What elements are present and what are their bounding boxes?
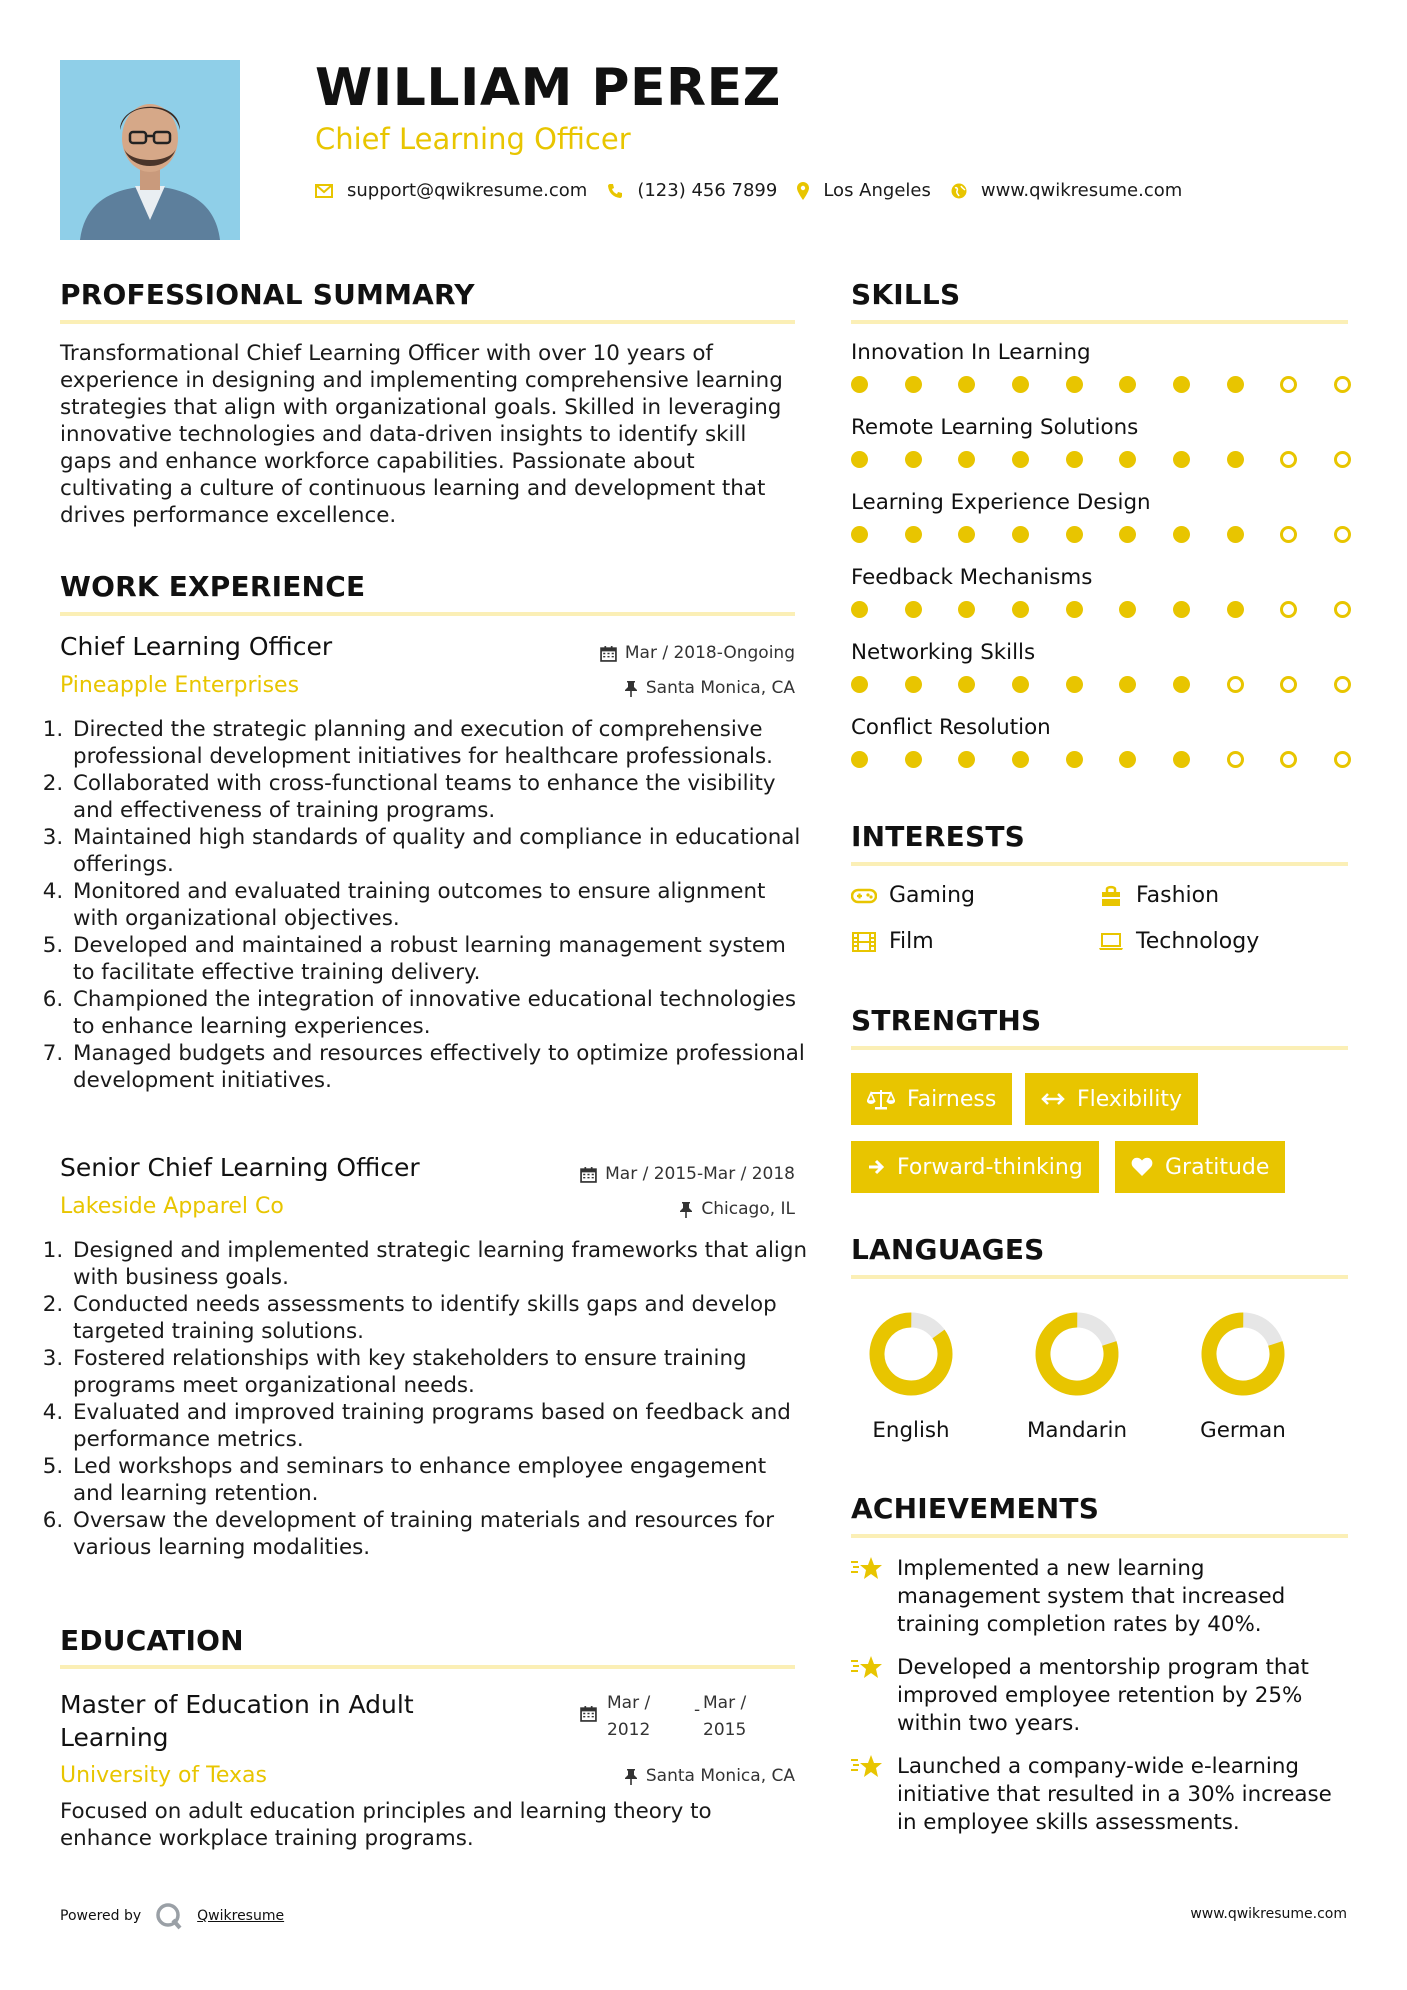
skills-list	[851, 340, 1351, 790]
duty-item: 4. Evaluated and improved training programs based on feedback and performance metrics.	[70, 1399, 812, 1453]
strength-tag	[851, 1073, 1012, 1125]
rating-dot-filled	[1227, 451, 1244, 468]
pushpin-icon	[624, 680, 638, 697]
contact-website[interactable]: www.qwikresume.com	[980, 180, 1183, 201]
rating-dot-filled	[905, 676, 922, 693]
skill-item	[851, 340, 1351, 415]
job-dates-text: Mar / 2018-Ongoing	[624, 643, 795, 663]
pushpin-icon	[679, 1201, 693, 1218]
edu-start-date	[607, 1690, 650, 1744]
language-ring	[1173, 1310, 1313, 1398]
language-ring-fill	[1034, 1311, 1120, 1397]
rating-dot-filled	[1012, 751, 1029, 768]
edu-end-date	[703, 1690, 746, 1744]
interest-item	[1098, 929, 1259, 954]
section-divider	[851, 862, 1348, 866]
job-location-text: Santa Monica, CA	[645, 678, 795, 698]
interest-label: Technology	[1136, 929, 1260, 954]
achievement-item	[851, 1753, 1351, 1837]
skill-rating	[851, 601, 1351, 618]
rating-dot-empty	[1280, 376, 1297, 393]
star-icon	[851, 1654, 885, 1682]
footer-website[interactable]: www.qwikresume.com	[1190, 1906, 1347, 1922]
envelope-icon	[315, 184, 333, 198]
rating-dot-filled	[1173, 526, 1190, 543]
skill-rating	[851, 526, 1351, 543]
brand-link[interactable]: Qwikresume	[197, 1908, 285, 1924]
rating-dot-filled	[905, 526, 922, 543]
rating-dot-filled	[1119, 376, 1136, 393]
profile-photo	[60, 60, 240, 240]
rating-dot-filled	[1227, 601, 1244, 618]
edu-location-text: Santa Monica, CA	[645, 1766, 795, 1786]
rating-dot-filled	[905, 376, 922, 393]
rating-dot-filled	[958, 376, 975, 393]
contact-location: Los Angeles	[823, 180, 931, 201]
rating-dot-filled	[1066, 751, 1083, 768]
company-name: Pineapple Enterprises	[60, 673, 300, 698]
interest-label: Gaming	[889, 883, 975, 908]
heart-icon	[1131, 1157, 1153, 1177]
skill-item	[851, 715, 1351, 790]
skill-rating	[851, 676, 1351, 693]
rating-dot-filled	[1012, 526, 1029, 543]
job-location-text: Chicago, IL	[701, 1199, 795, 1219]
pushpin-icon	[624, 1768, 638, 1785]
edu-date-dash: -	[694, 1700, 701, 1720]
rating-dot-filled	[905, 451, 922, 468]
section-divider	[851, 1046, 1348, 1050]
rating-dot-empty	[1280, 451, 1297, 468]
achievements-heading: ACHIEVEMENTS	[851, 1492, 1100, 1525]
map-marker-icon	[797, 182, 809, 200]
language-ring	[841, 1310, 981, 1398]
language-item	[1007, 1310, 1147, 1443]
rating-dot-filled	[1119, 451, 1136, 468]
duty-item: 6. Oversaw the development of training materials and resources for various learning modalities.	[70, 1507, 812, 1561]
rating-dot-filled	[1066, 601, 1083, 618]
contact-email[interactable]: support@qwikresume.com	[347, 180, 588, 201]
degree-line: Master of Education in Adult	[60, 1690, 414, 1719]
skill-name: Networking Skills	[851, 640, 1036, 665]
duty-item: 5. Developed and maintained a robust learning management system to facilitate effective training delivery.	[70, 932, 812, 986]
duty-item: 4. Monitored and evaluated training outcomes to ensure alignment with organizational objectives.	[70, 878, 812, 932]
rating-dot-filled	[851, 451, 868, 468]
star-icon	[851, 1555, 885, 1583]
rating-dot-empty	[1280, 751, 1297, 768]
footer-powered-by	[60, 1902, 284, 1930]
rating-dot-filled	[1119, 751, 1136, 768]
interest-label: Fashion	[1136, 883, 1220, 908]
language-label: English	[872, 1418, 950, 1443]
contact-phone[interactable]: (123) 456 7899	[637, 180, 778, 201]
job-location	[624, 678, 795, 698]
qwikresume-logo-icon	[155, 1902, 183, 1930]
rating-dot-filled	[1012, 601, 1029, 618]
gamepad-icon	[851, 885, 877, 907]
duties-list	[52, 1237, 812, 1561]
job-dates	[580, 1164, 795, 1184]
company-name: Lakeside Apparel Co	[60, 1194, 284, 1219]
rating-dot-filled	[1227, 376, 1244, 393]
language-item	[1173, 1310, 1313, 1443]
rating-dot-filled	[851, 676, 868, 693]
skill-name: Conflict Resolution	[851, 715, 1051, 740]
rating-dot-empty	[1227, 751, 1244, 768]
rating-dot-filled	[1173, 751, 1190, 768]
rating-dot-filled	[1173, 601, 1190, 618]
duty-item: 1. Designed and implemented strategic learning frameworks that align with business goals.	[70, 1237, 812, 1291]
duty-item: 7. Managed budgets and resources effectively to optimize professional development initiatives.	[70, 1040, 812, 1094]
duty-item: 5. Led workshops and seminars to enhance employee engagement and learning retention.	[70, 1453, 812, 1507]
strength-tag	[851, 1141, 1099, 1193]
section-divider	[60, 1665, 795, 1669]
section-divider	[60, 320, 795, 324]
edu-end-month: Mar /	[703, 1693, 747, 1713]
rating-dot-empty	[1334, 751, 1351, 768]
strengths-heading: STRENGTHS	[851, 1004, 1042, 1037]
skill-rating	[851, 376, 1351, 393]
powered-by-label: Powered by	[60, 1908, 142, 1924]
summary-text: Transformational Chief Learning Officer with over 10 years of experience in designing and implementing comprehensive learning strategies that align with organizational goals. Skilled in leveraging innovative technologies and data-driven insights to identify skill gaps and enhance workforce capabilities. Passionate about cultivating a culture of continuous learning and development that drives performance excellence.	[60, 341, 783, 528]
skill-item	[851, 640, 1351, 715]
globe-icon	[951, 183, 967, 199]
duty-item: 2. Conducted needs assessments to identify skills gaps and develop targeted training solutions.	[70, 1291, 812, 1345]
rating-dot-filled	[958, 601, 975, 618]
rating-dot-filled	[905, 751, 922, 768]
rating-dot-filled	[958, 751, 975, 768]
language-ring-fill	[864, 1310, 959, 1398]
rating-dot-filled	[851, 526, 868, 543]
rating-dot-filled	[958, 676, 975, 693]
rating-dot-filled	[1012, 451, 1029, 468]
edu-description: Focused on adult education principles and learning theory to enhance workplace training programs.	[60, 1799, 712, 1851]
achievement-text: Implemented a new learning management system that increased training completion rates by 40%.	[897, 1556, 1286, 1637]
arrow-right-icon	[867, 1158, 885, 1176]
star-icon	[851, 1753, 885, 1781]
rating-dot-filled	[1066, 676, 1083, 693]
skill-name: Innovation In Learning	[851, 340, 1091, 365]
language-label: German	[1200, 1418, 1286, 1443]
skill-rating	[851, 451, 1351, 468]
job-dates-text: Mar / 2015-Mar / 2018	[605, 1164, 795, 1184]
rating-dot-filled	[1119, 601, 1136, 618]
candidate-title: Chief Learning Officer	[315, 122, 631, 156]
language-ring	[1007, 1310, 1147, 1398]
language-label: Mandarin	[1026, 1418, 1128, 1443]
edu-start-month: Mar /	[607, 1693, 651, 1713]
rating-dot-empty	[1334, 676, 1351, 693]
job-title: Senior Chief Learning Officer	[60, 1153, 420, 1182]
interest-label: Film	[889, 929, 934, 954]
degree-title	[60, 1688, 414, 1754]
interest-item	[851, 929, 934, 954]
rating-dot-filled	[1066, 376, 1083, 393]
job-dates	[600, 643, 795, 663]
strength-label: Flexibility	[1077, 1086, 1182, 1112]
rating-dot-filled	[851, 751, 868, 768]
job-title: Chief Learning Officer	[60, 632, 333, 661]
rating-dot-filled	[958, 451, 975, 468]
experience-heading: WORK EXPERIENCE	[60, 570, 366, 603]
rating-dot-filled	[1012, 676, 1029, 693]
degree-line: Learning	[60, 1723, 169, 1752]
rating-dot-filled	[1119, 526, 1136, 543]
rating-dot-empty	[1280, 601, 1297, 618]
achievement-item	[851, 1555, 1351, 1639]
edu-end-year: 2015	[703, 1720, 747, 1740]
duty-item: 3. Fostered relationships with key stakeholders to ensure training programs meet organizational needs.	[70, 1345, 812, 1399]
strength-label: Fairness	[907, 1086, 997, 1112]
duty-item: 2. Collaborated with cross-functional teams to enhance the visibility and effectiveness of training programs.	[70, 770, 812, 824]
bag-icon	[1098, 885, 1124, 907]
rating-dot-filled	[1066, 451, 1083, 468]
rating-dot-filled	[1066, 526, 1083, 543]
language-ring-fill	[1200, 1311, 1286, 1397]
interest-item	[1098, 883, 1219, 908]
skill-item	[851, 415, 1351, 490]
duty-item: 1. Directed the strategic planning and execution of comprehensive professional development initiatives for healthcare professionals.	[70, 716, 812, 770]
rating-dot-empty	[1334, 451, 1351, 468]
rating-dot-filled	[851, 376, 868, 393]
rating-dot-filled	[1227, 526, 1244, 543]
calendar-icon	[580, 1166, 597, 1183]
achievement-text: Developed a mentorship program that improved employee retention by 25% within two years.	[897, 1655, 1309, 1736]
rating-dot-empty	[1280, 676, 1297, 693]
rating-dot-empty	[1227, 676, 1244, 693]
summary-heading: PROFESSIONAL SUMMARY	[60, 278, 475, 311]
rating-dot-filled	[1173, 676, 1190, 693]
job-location	[679, 1199, 795, 1219]
duties-list	[52, 716, 812, 1094]
edu-location	[624, 1766, 795, 1786]
rating-dot-empty	[1280, 526, 1297, 543]
section-divider	[851, 320, 1348, 324]
skill-item	[851, 565, 1351, 640]
section-divider	[851, 1275, 1348, 1279]
arrows-horizontal-icon	[1041, 1092, 1065, 1106]
skills-heading: SKILLS	[851, 278, 961, 311]
rating-dot-filled	[905, 601, 922, 618]
rating-dot-filled	[1119, 676, 1136, 693]
duty-item: 3. Maintained high standards of quality and compliance in educational offerings.	[70, 824, 812, 878]
rating-dot-filled	[1173, 451, 1190, 468]
calendar-icon	[600, 645, 617, 662]
skill-rating	[851, 751, 1351, 768]
languages-heading: LANGUAGES	[851, 1233, 1045, 1266]
rating-dot-filled	[1173, 376, 1190, 393]
school-name: University of Texas	[60, 1763, 267, 1788]
duty-item: 6. Championed the integration of innovative educational technologies to enhance learning experiences.	[70, 986, 812, 1040]
education-heading: EDUCATION	[60, 1624, 244, 1657]
achievement-item	[851, 1654, 1351, 1738]
skill-name: Remote Learning Solutions	[851, 415, 1139, 440]
rating-dot-empty	[1334, 526, 1351, 543]
strength-tag	[1025, 1073, 1198, 1125]
skill-name: Learning Experience Design	[851, 490, 1151, 515]
interests-heading: INTERESTS	[851, 820, 1025, 853]
balance-scale-icon	[867, 1088, 895, 1110]
film-icon	[851, 931, 877, 953]
phone-icon	[607, 183, 623, 199]
language-item	[841, 1310, 981, 1443]
edu-start-year: 2012	[607, 1720, 651, 1740]
strength-tag	[1115, 1141, 1285, 1193]
skill-item	[851, 490, 1351, 565]
contact-bar	[315, 180, 1202, 201]
languages-list	[841, 1310, 1361, 1450]
rating-dot-filled	[1012, 376, 1029, 393]
rating-dot-empty	[1334, 376, 1351, 393]
laptop-icon	[1098, 931, 1124, 953]
strength-label: Gratitude	[1165, 1154, 1270, 1180]
interest-item	[851, 883, 975, 908]
candidate-name: WILLIAM PEREZ	[315, 58, 781, 118]
rating-dot-filled	[958, 526, 975, 543]
section-divider	[60, 612, 795, 616]
section-divider	[851, 1534, 1348, 1538]
calendar-icon	[580, 1705, 597, 1726]
rating-dot-empty	[1334, 601, 1351, 618]
skill-name: Feedback Mechanisms	[851, 565, 1093, 590]
achievement-text: Launched a company-wide e-learning initiative that resulted in a 30% increase in employee skills assessments.	[897, 1754, 1332, 1835]
rating-dot-filled	[851, 601, 868, 618]
strength-label: Forward-thinking	[897, 1154, 1083, 1180]
